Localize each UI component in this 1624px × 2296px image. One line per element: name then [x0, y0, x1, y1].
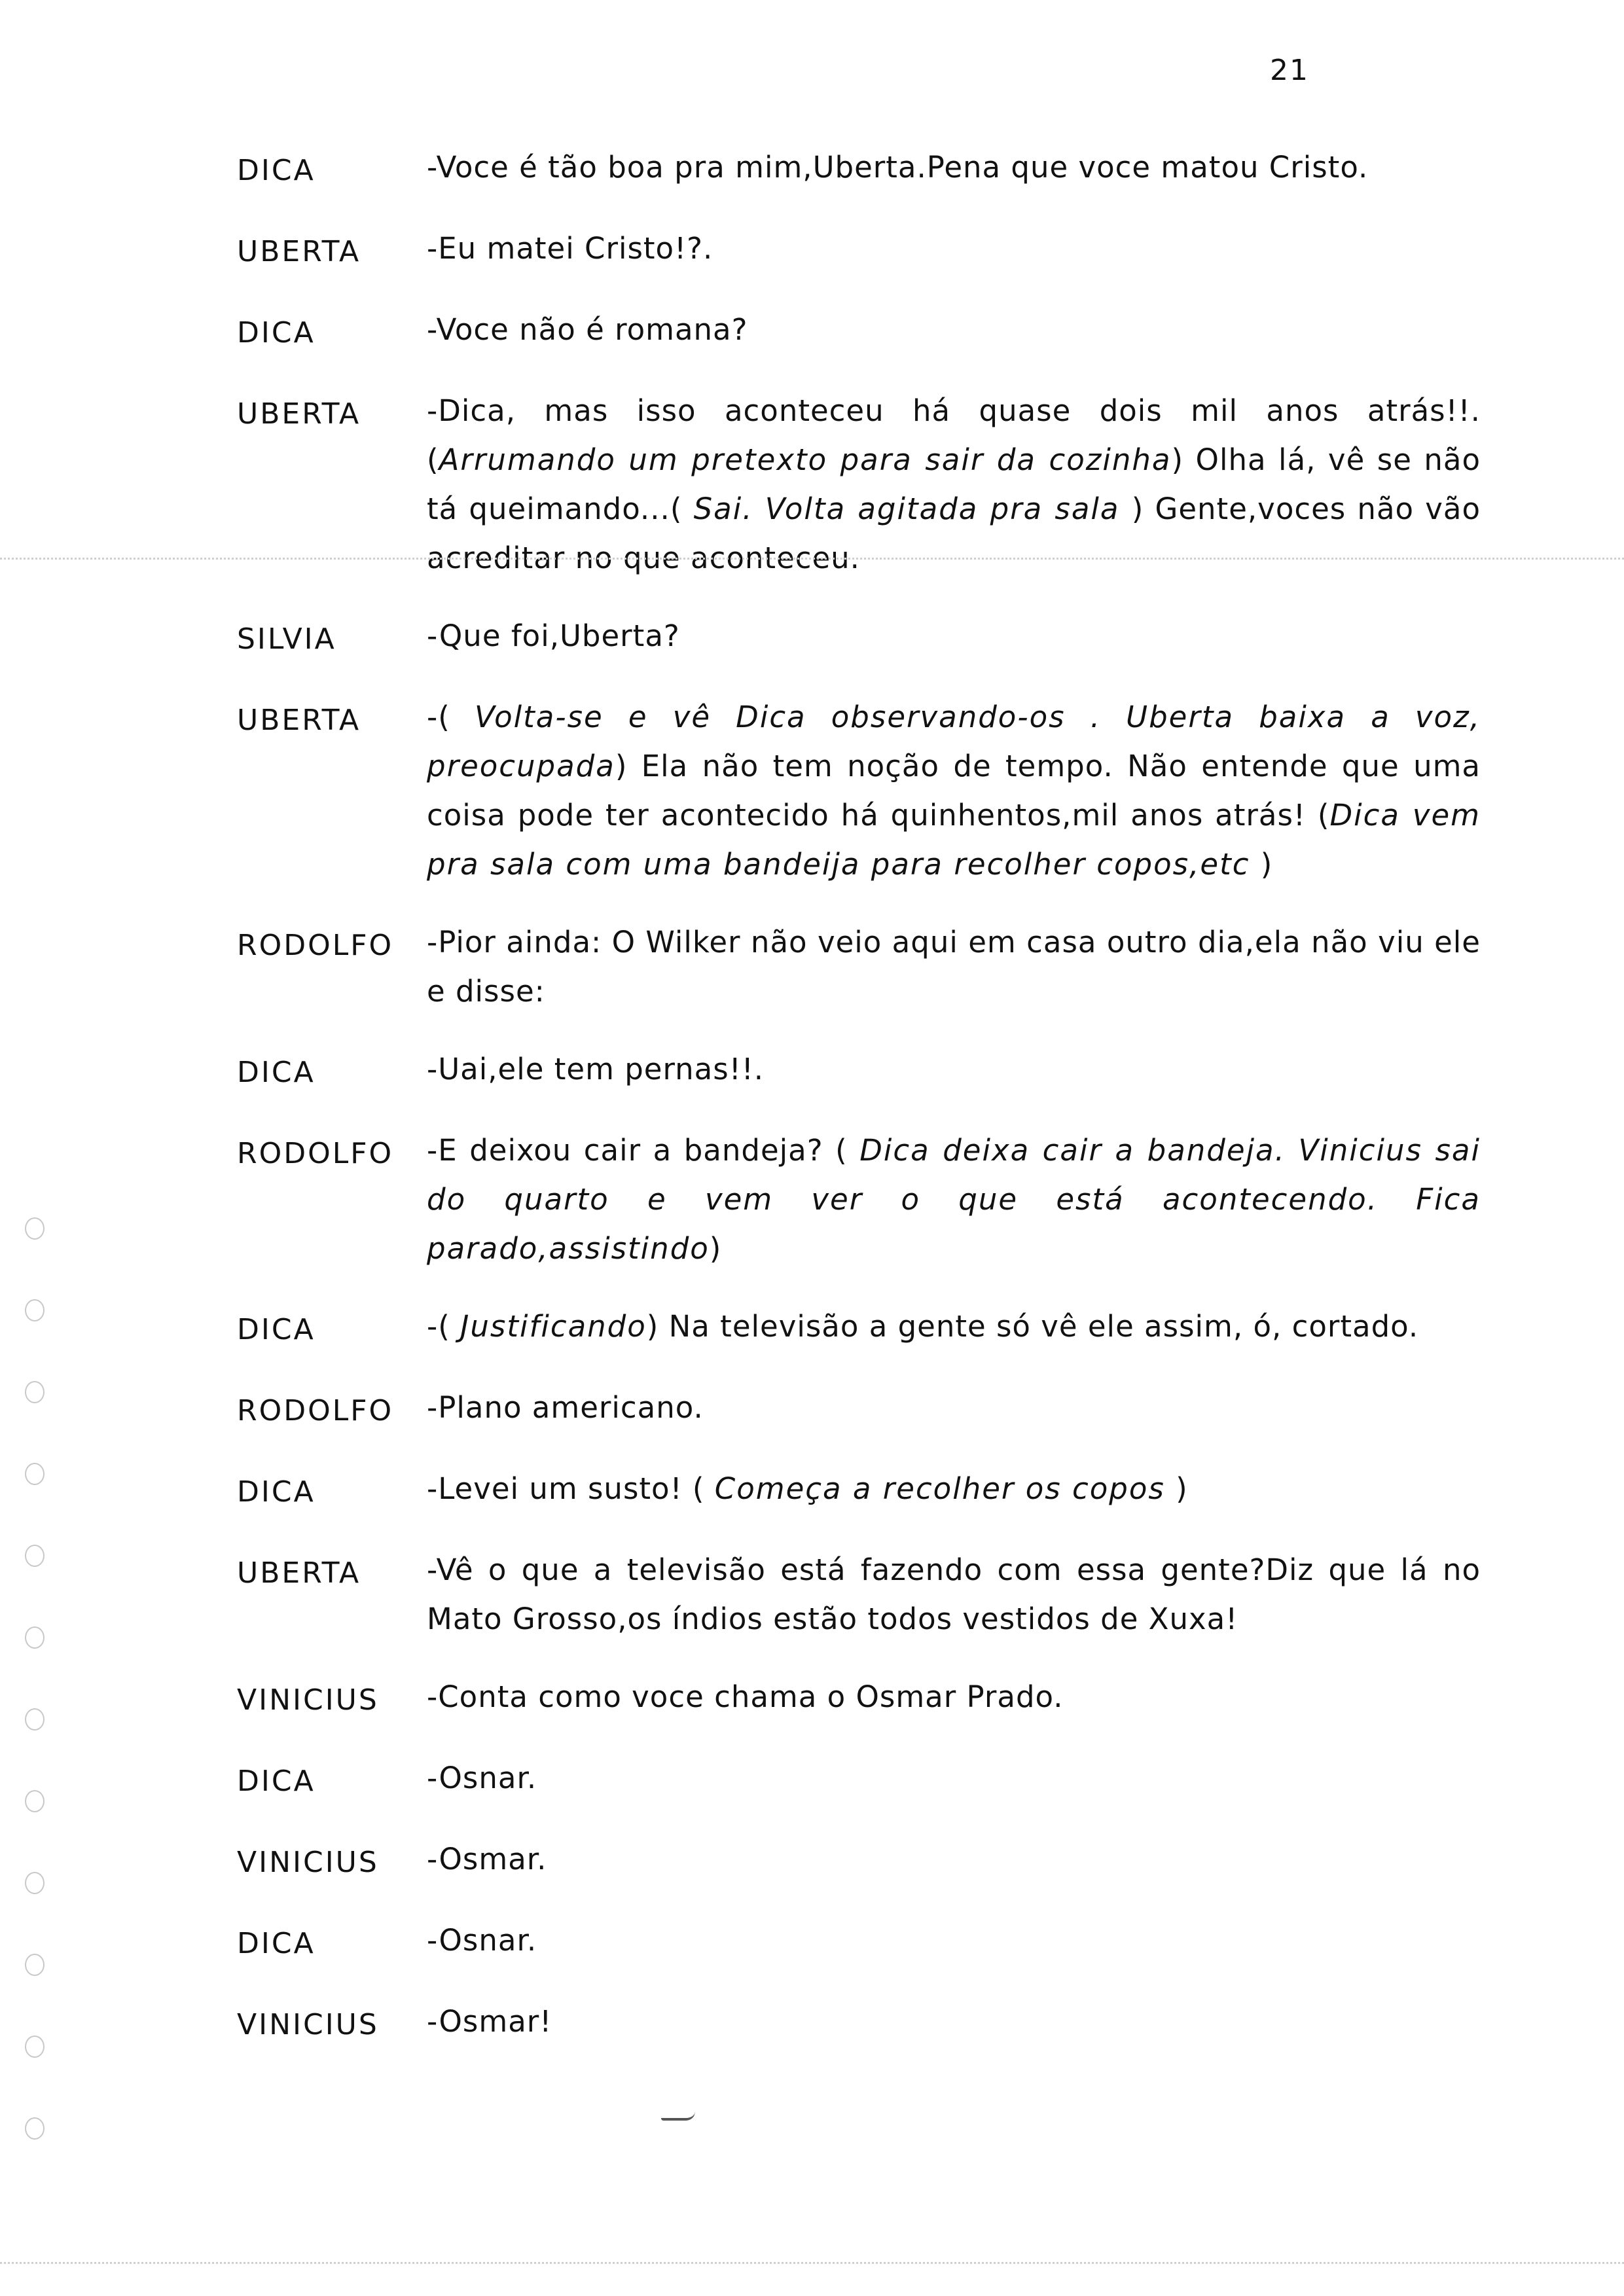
dialogue-line [427, 1302, 1481, 1351]
dialogue-line [427, 1464, 1481, 1513]
spoken-text: ( [427, 442, 439, 477]
dialogue-entry [237, 1545, 1481, 1643]
binding-hole [25, 1790, 45, 1812]
dialogue-entry [237, 1997, 1481, 2049]
dialogue-entry [237, 305, 1481, 357]
dialogue-line [427, 692, 1481, 889]
ink-mark [661, 2111, 695, 2121]
stage-direction: Justificando [460, 1309, 647, 1344]
spoken-text: -Levei um susto! ( [427, 1471, 715, 1506]
spoken-text: -Plano americano. [427, 1390, 704, 1425]
dialogue-entry [237, 1753, 1481, 1806]
dialogue-entry [237, 1302, 1481, 1354]
speaker-name: RODOLFO [237, 1137, 394, 1170]
speaker-name: SILVIA [237, 622, 336, 656]
stage-direction: Arrumando um pretexto para sair da cozinha [439, 442, 1172, 477]
dialogue-entry [237, 611, 1481, 664]
binding-hole [25, 2036, 45, 2058]
spoken-text: -Voce é tão boa pra mim,Uberta.Pena que voce matou Cristo. [427, 150, 1369, 185]
speaker-name: UBERTA [237, 704, 361, 737]
spoken-text: -Que foi,Uberta? [427, 619, 680, 653]
dialogue-line [427, 1916, 1481, 1965]
dialogue-entry [237, 143, 1481, 195]
binding-hole [25, 1872, 45, 1894]
dialogue-entry [237, 1383, 1481, 1435]
binding-hole [25, 1708, 45, 1731]
stage-direction: Dica deixa cair a bandeja. Vinicius sai do quarto e vem ver o que está acontecendo. Fica parado,assistindo [427, 1133, 1481, 1266]
binding-hole [25, 1626, 45, 1649]
dialogue-entry [237, 1672, 1481, 1725]
stage-direction: Volta-se e vê Dica observando-os . Uberta baixa a voz, preocupada [427, 700, 1481, 783]
dialogue-entry [237, 918, 1481, 1016]
spoken-text: -Eu matei Cristo!?. [427, 231, 713, 266]
spoken-text: -Dica, mas isso aconteceu há quase dois mil anos atrás!!. [427, 393, 1481, 428]
spoken-text: -Osnar. [427, 1923, 537, 1958]
speaker-name: DICA [237, 1765, 316, 1798]
speaker-name: DICA [237, 1056, 316, 1089]
binding-hole [25, 1381, 45, 1403]
speaker-name: RODOLFO [237, 1394, 394, 1427]
speaker-name: VINICIUS [237, 2008, 379, 2041]
dialogue-line [427, 224, 1481, 273]
dialogue-entry [237, 1916, 1481, 1968]
dialogue-line [427, 1126, 1481, 1273]
spoken-text: ) [709, 1231, 722, 1266]
speaker-name: VINICIUS [237, 1683, 379, 1717]
binding-hole [25, 1299, 45, 1321]
spoken-text: -Pior ainda: O Wilker não veio aqui em casa outro dia,ela não viu ele e disse: [427, 925, 1481, 1009]
dialogue-line [427, 1045, 1481, 1094]
dialogue-line [427, 611, 1481, 660]
dialogue-line [427, 305, 1481, 354]
spoken-text: ) Na televisão a gente só vê ele assim, ó, cortado. [646, 1309, 1419, 1344]
fold-line [0, 558, 1624, 560]
binding-hole [25, 1954, 45, 1976]
spoken-text: ) [1260, 847, 1273, 882]
speaker-name: VINICIUS [237, 1846, 379, 1879]
binding-hole [25, 1463, 45, 1485]
dialogue-line [427, 1672, 1481, 1721]
bottom-edge-line [0, 2262, 1624, 2264]
dialogue-entry [237, 1464, 1481, 1516]
dialogue-line [427, 386, 1481, 583]
dialogue-line [427, 1835, 1481, 1884]
spoken-text: -( [427, 1309, 461, 1344]
binding-hole [25, 1545, 45, 1567]
dialogue-line [427, 918, 1481, 1016]
spoken-text: -Osmar. [427, 1842, 547, 1876]
stage-direction: Dica vem pra sala com uma bandeija para recolher copos,etc [427, 798, 1481, 882]
speaker-name: DICA [237, 1927, 316, 1960]
speaker-name: RODOLFO [237, 929, 394, 962]
binding-hole [25, 1217, 45, 1240]
spoken-text: ) [1176, 1471, 1188, 1506]
speaker-name: UBERTA [237, 397, 361, 431]
spoken-text: -Conta como voce chama o Osmar Prado. [427, 1679, 1064, 1714]
speaker-name: UBERTA [237, 1556, 361, 1590]
dialogue-entry [237, 386, 1481, 583]
speaker-name: DICA [237, 154, 316, 187]
dialogue-line [427, 143, 1481, 192]
spoken-text: -Voce não é romana? [427, 312, 748, 347]
spoken-text: -Vê o que a televisão está fazendo com essa gente?Diz que lá no Mato Grosso,os índios estão todos vestidos de Xuxa! [427, 1552, 1481, 1636]
dialogue-line [427, 1545, 1481, 1643]
dialogue-entry [237, 1835, 1481, 1887]
spoken-text: ) Ela não tem noção de tempo. Não entende que uma coisa pode ter acontecido há quinhentos,mil anos atrás! ( [427, 749, 1481, 833]
speaker-name: UBERTA [237, 235, 361, 268]
spoken-text: -Osnar. [427, 1761, 537, 1795]
spoken-text: -( [427, 700, 475, 734]
speaker-name: DICA [237, 1475, 316, 1509]
spoken-text: ) Olha lá, vê se não tá queimando...( [427, 442, 1481, 526]
dialogue-list [237, 143, 1481, 2078]
dialogue-entry [237, 1045, 1481, 1097]
speaker-name: DICA [237, 1313, 316, 1346]
dialogue-entry [237, 224, 1481, 276]
page-number: 21 [1270, 54, 1309, 87]
dialogue-line [427, 1383, 1481, 1432]
spoken-text: -E deixou cair a bandeja? ( [427, 1133, 860, 1168]
binding-hole [25, 2117, 45, 2140]
stage-direction: Começa a recolher os copos [714, 1471, 1176, 1506]
spoken-text: -Uai,ele tem pernas!!. [427, 1052, 765, 1086]
spoken-text: ) Gente,voces não vão acreditar no que aconteceu. [427, 492, 1481, 575]
spoken-text: -Osmar! [427, 2004, 552, 2039]
dialogue-line [427, 1997, 1481, 2046]
stage-direction: Sai. Volta agitada pra sala [693, 492, 1132, 526]
dialogue-entry [237, 1126, 1481, 1273]
dialogue-line [427, 1753, 1481, 1803]
dialogue-entry [237, 692, 1481, 889]
speaker-name: DICA [237, 316, 316, 350]
